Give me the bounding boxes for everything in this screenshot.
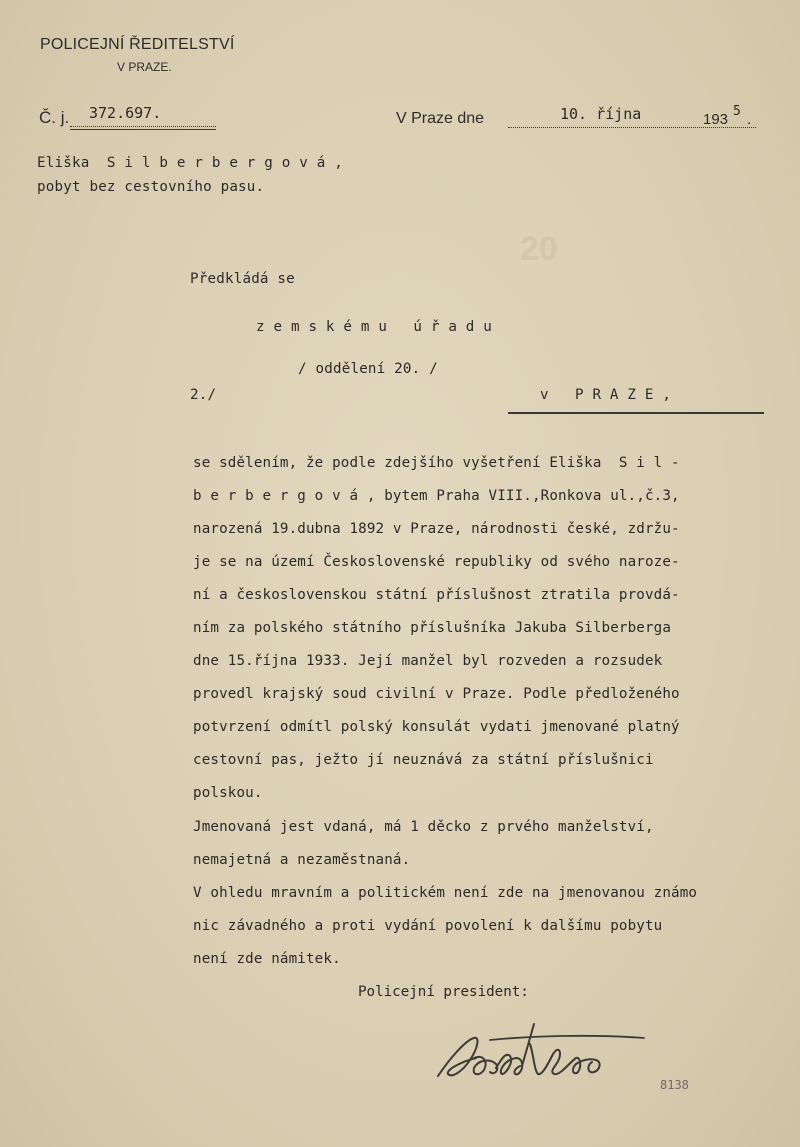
body-line: dne 15.října 1933. Její manžel byl rozveden a rozsudek bbox=[193, 653, 663, 669]
body-line: nemajetná a nezaměstnaná. bbox=[193, 852, 411, 868]
body-line: provedl krajský soud civilní v Praze. Podle předloženého bbox=[193, 686, 680, 702]
body-line: narozená 19.dubna 1892 v Praze, národnosti české, zdržu- bbox=[193, 521, 680, 537]
submission-intro: Předkládá se bbox=[190, 271, 295, 287]
body-line: potvrzení odmítl polský konsulát vydati jmenované platný bbox=[193, 719, 680, 735]
reference-underline-solid bbox=[70, 129, 216, 130]
subject-name: Eliška S i l b e r b e r g o v á , bbox=[37, 155, 343, 171]
recipient-city: v P R A Z E , bbox=[540, 387, 672, 403]
body-line: Jmenovaná jest vdaná, má 1 děcko z prvého manželství, bbox=[193, 819, 654, 835]
year-prefix: 193 bbox=[703, 111, 729, 128]
filing-stamp-number: 8138 bbox=[660, 1078, 689, 1092]
body-line: je se na území Československé republiky od svého naroze- bbox=[193, 554, 680, 570]
body-line: ní a československou státní příslušnost ztratila provdá- bbox=[193, 587, 680, 603]
body-line: není zde námitek. bbox=[193, 951, 341, 967]
document-year bbox=[703, 111, 752, 128]
body-line: nic závadného a proti vydání povolení k dalšímu pobytu bbox=[193, 918, 663, 934]
body-line: se sdělením, že podle zdejšího vyšetření Eliška S i l - bbox=[193, 455, 680, 471]
year-dot: . bbox=[747, 111, 752, 128]
document-year-suffix: 5 bbox=[733, 104, 741, 119]
body-line: b e r b e r g o v á , bytem Praha VIII.,Ronkova ul.,č.3, bbox=[193, 488, 680, 504]
signatory-title: Policejní president: bbox=[358, 984, 529, 1000]
reference-number: 372.697. bbox=[89, 104, 162, 122]
subject-topic: pobyt bez cestovního pasu. bbox=[37, 179, 265, 195]
body-line: cestovní pas, ježto jí neuznává za státní příslušnici bbox=[193, 752, 654, 768]
body-line: ním za polského státního příslušníka Jakuba Silberberga bbox=[193, 620, 672, 636]
reference-label: Č. j. bbox=[39, 108, 70, 127]
reference-underline bbox=[70, 126, 216, 127]
office-city: V PRAZE. bbox=[117, 60, 172, 74]
body-line: polskou. bbox=[193, 785, 263, 801]
recipient-department: / oddělení 20. / bbox=[298, 361, 438, 377]
body-line: V ohledu mravním a politickém není zde na jmenovanou známo bbox=[193, 885, 698, 901]
place-date-label: V Praze dne bbox=[396, 110, 485, 127]
office-title: POLICEJNÍ ŘEDITELSTVÍ bbox=[40, 36, 235, 53]
faded-watermark: 20 bbox=[520, 230, 558, 268]
handwritten-signature bbox=[430, 1018, 650, 1088]
city-underline bbox=[508, 412, 764, 414]
document-date: 10. října bbox=[560, 105, 642, 123]
item-number: 2./ bbox=[190, 387, 217, 403]
recipient-office: z e m s k é m u ú ř a d u bbox=[256, 319, 493, 335]
